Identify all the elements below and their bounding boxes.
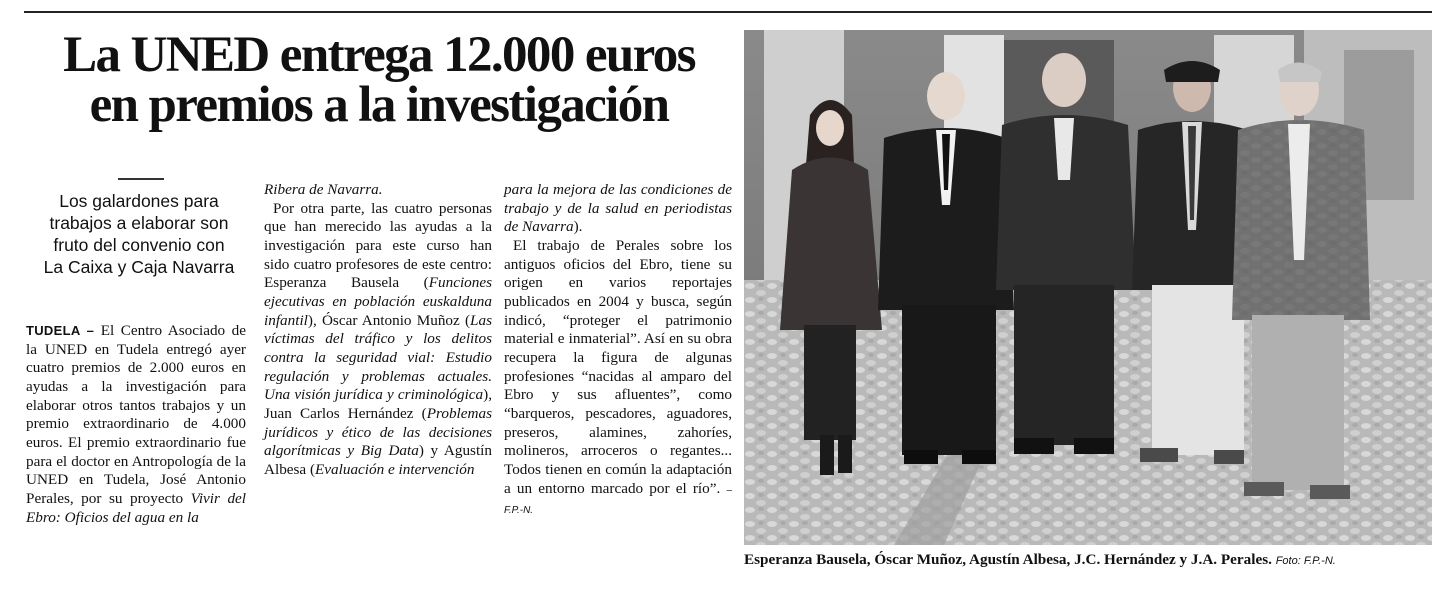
project-title: Vivir del Ebro: Oficios del agua en la: [26, 489, 246, 526]
top-rule: [24, 11, 1432, 13]
subhead-line: trabajos a elaborar son: [49, 213, 229, 233]
headline: [24, 27, 734, 133]
perales-paragraph: El trabajo de Perales sobre los antiguos oficios del Ebro, tiene su origen en varios reportajes publicados en 2004 y busca, según indicó, “proteger el patrimonio material e inmaterial”. Así en su obra recupera la figura de algunas profesiones “nacidas al amparo del Ebro y sus afluentes”, como “barqueros, pescadores, aguadores, preseros, alamines, zahoríes, molineros, arroceros o regantes... Todos tienen en común la adaptación a un entorno marcado por el río”. – F.P.-N.: [504, 236, 733, 517]
dateline: TUDELA –: [26, 323, 95, 338]
signature: – F.P.-N.: [504, 484, 733, 517]
subhead-line: fruto del convenio con: [53, 235, 225, 255]
grants-paragraph: Por otra parte, las cuatro personas que han merecido las ayudas a la investigación para este curso han sido cuatro profesores de este centro: Esperanza Bausela (Funciones ejecutivas en población euskalduna infantil), Óscar Antonio Muñoz (Las víctimas del tráfico y los delitos contra la seguridad vial: Estudio regulación y problemas actuales. Una visión jurídica y criminológica), Juan Carlos Hernández (Problemas jurídicos y ético de las decisiones algorítmicas y Big Data) y Agustín Albesa (Evaluación e intervención: [264, 199, 492, 478]
subhead-divider: [118, 178, 164, 180]
grants-paragraph-continued: para la mejora de las condiciones de trabajo y de la salud en periodistas de Navarra).: [504, 181, 732, 236]
project-title-continued: Ribera de Navarra.: [264, 181, 383, 198]
lead-paragraph: [26, 322, 246, 527]
photo-illustration: [744, 30, 1432, 545]
caption-text: Esperanza Bausela, Óscar Muñoz, Agustín Albesa, J.C. Hernández y J.A. Perales.: [744, 551, 1272, 568]
headline-line-2: en premios a la investigación: [89, 77, 669, 133]
subhead-line: La Caixa y Caja Navarra: [43, 257, 235, 277]
article-column-1: [26, 322, 246, 527]
headline-line-1: La UNED entrega 12.000 euros: [63, 27, 695, 83]
award-photo: [744, 30, 1432, 545]
photo-caption: [744, 551, 1444, 569]
subhead-line: Los galardones para: [59, 191, 219, 211]
lead-text: El Centro Asociado de la UNED en Tudela entregó ayer cuatro premios de 2.000 euros en ayudas a la investigación para elaborar otros tantos trabajos y un premio extraordinario de 4.000 euros. El premio extraordinario fue para el doctor en Antropología de la UNED en Tudela, José Antonio Perales, por su proyecto: [26, 322, 246, 507]
article-column-3: [504, 181, 732, 521]
article-column-2: [264, 181, 492, 480]
subhead: [28, 190, 250, 278]
photo-credit: Foto: F.P.-N.: [1275, 555, 1336, 567]
